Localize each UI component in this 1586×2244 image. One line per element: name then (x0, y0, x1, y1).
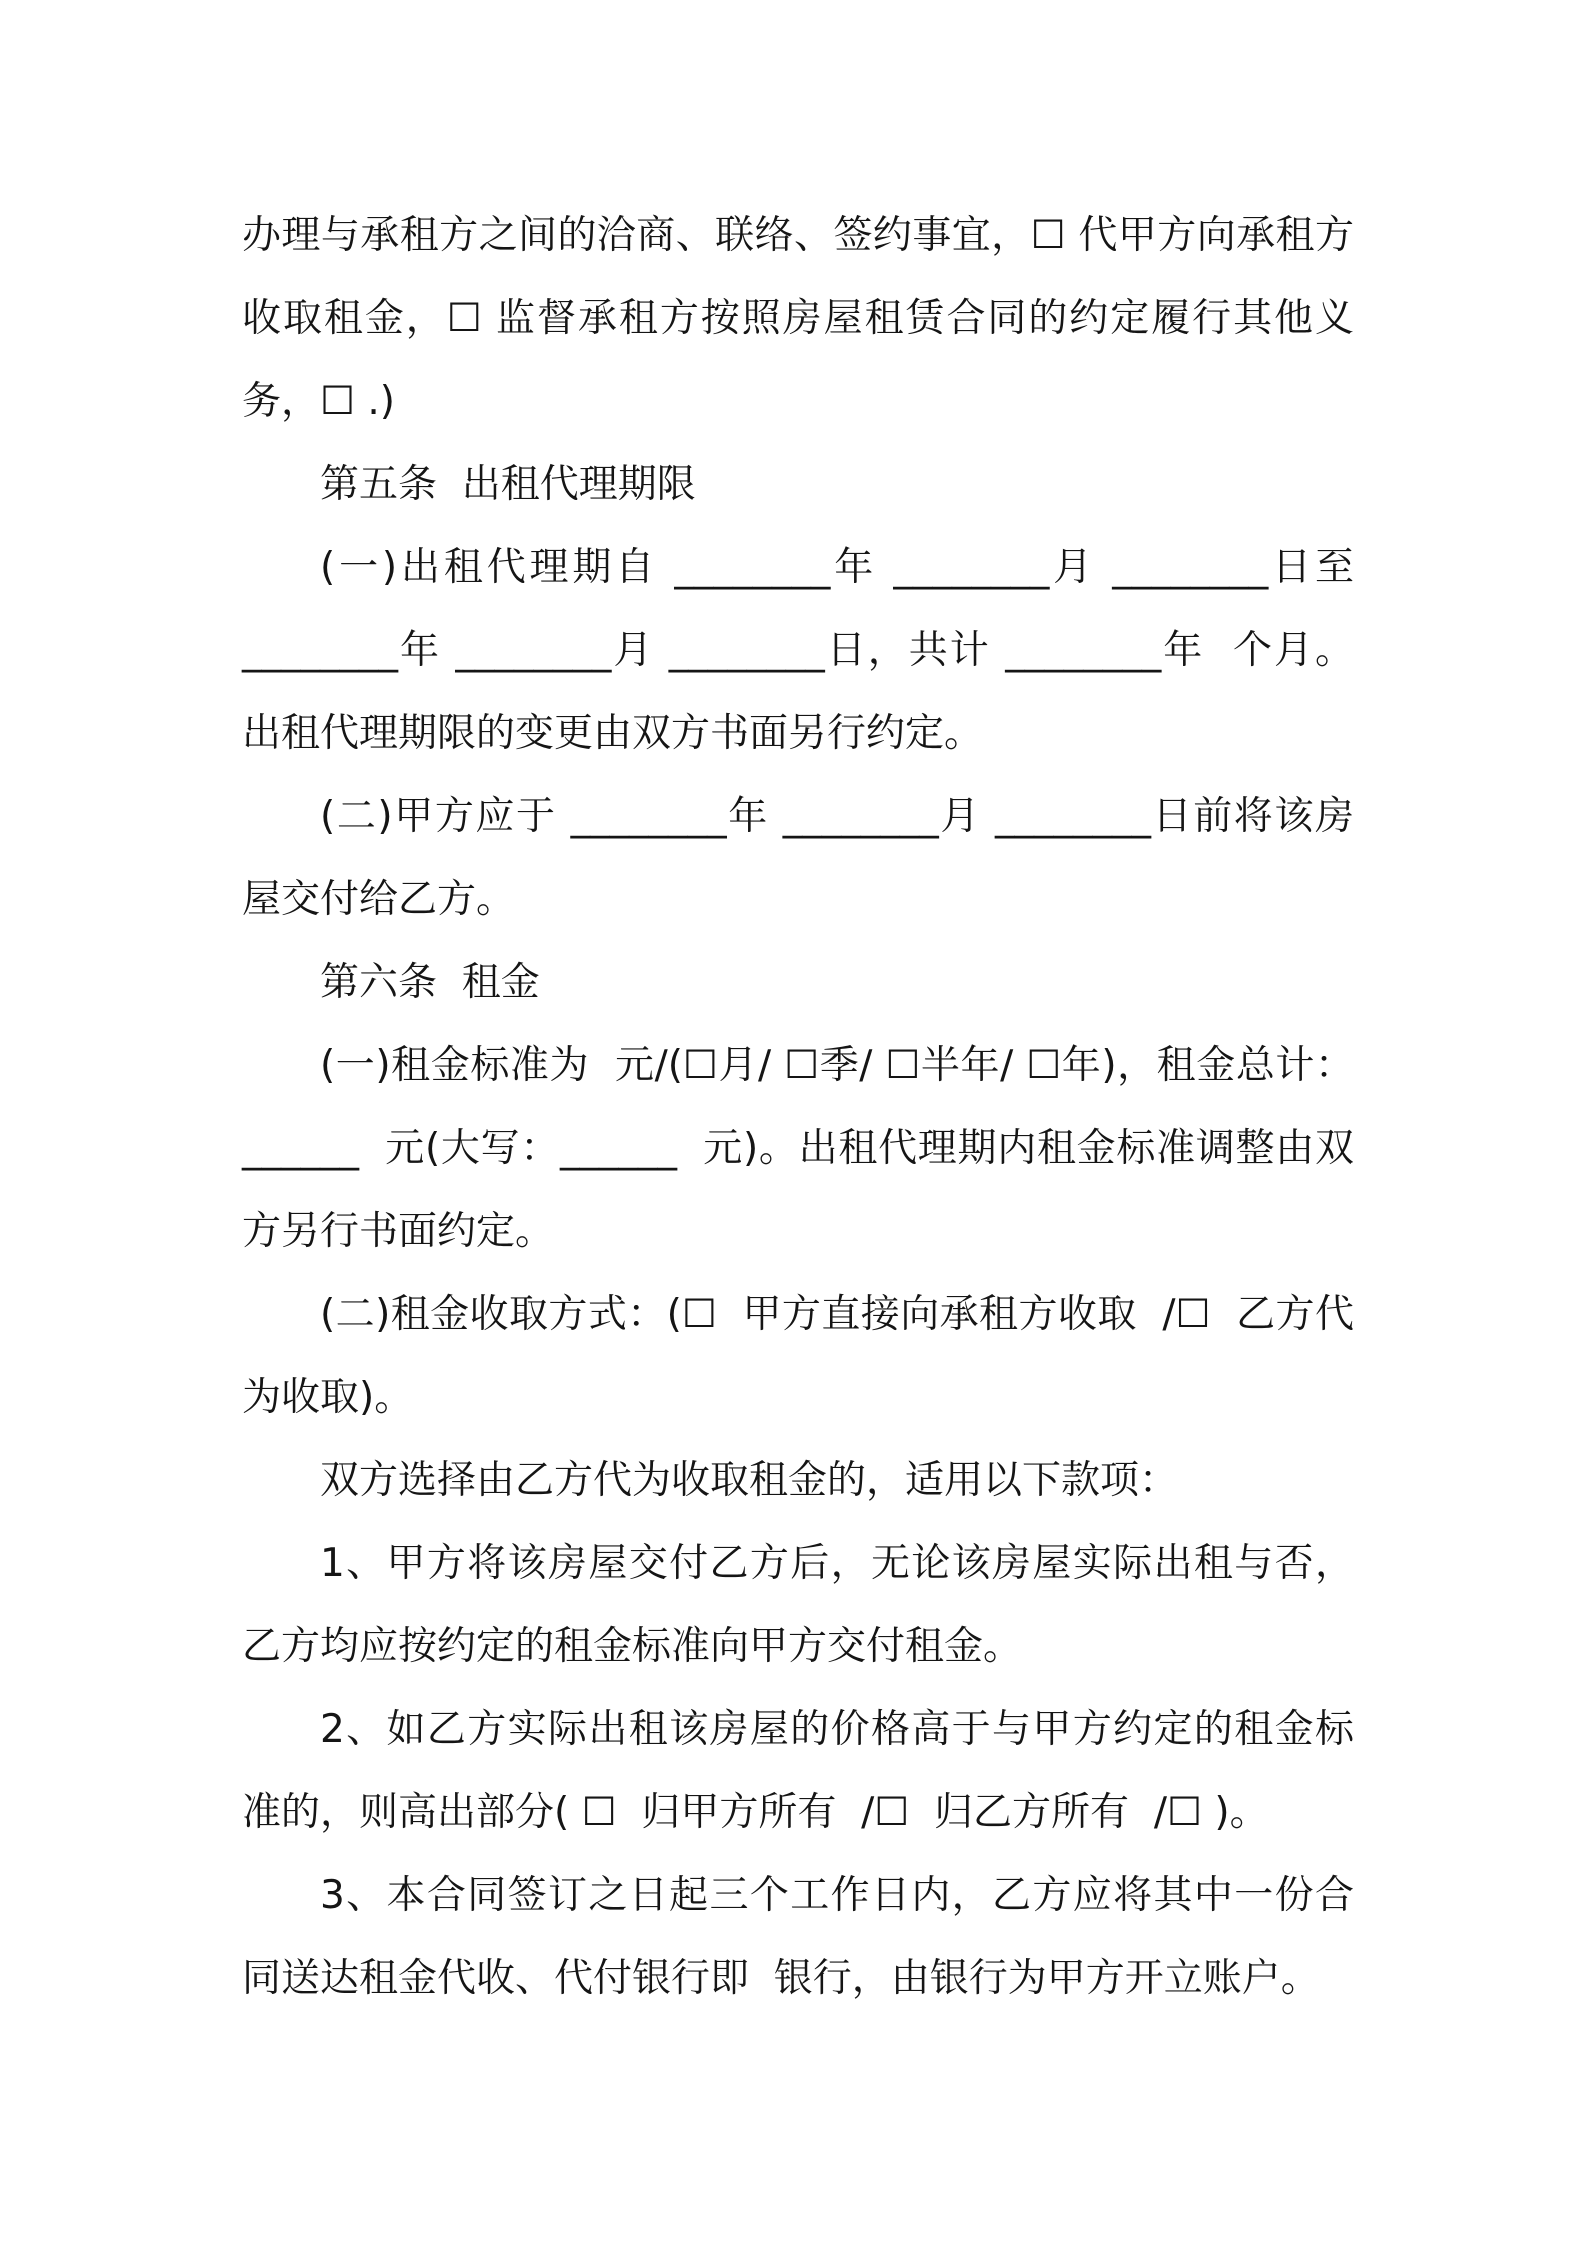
article-5-clause-2: (二)甲方应于 ________年 ________月 ________日前将该房屋交付给乙方。 (242, 794, 1354, 922)
article-6-term-1: 1、甲方将该房屋交付乙方后，无论该房屋实际出租与否，乙方均应按约定的租金标准向甲方交付租金。 (242, 1541, 1354, 1669)
article-6-heading: 第六条 租金 (320, 960, 540, 1005)
article-6-clause-2: (二)租金收取方式：(☐ 甲方直接向承租方收取 /☐ 乙方代为收取)。 (242, 1292, 1354, 1420)
article-6-term-3: 3、本合同签订之日起三个工作日内，乙方应将其中一份合同送达租金代收、代付银行即 银行，由银行为甲方开立账户。 (242, 1873, 1354, 2001)
paragraph-continued-obligations: 办理与承租方之间的洽商、联络、签约事宜，☐ 代甲方向承租方收取租金，☐ 监督承租方按照房屋租赁合同的约定履行其他义务，☐ .) (242, 213, 1354, 424)
article-6-term-2: 2、如乙方实际出租该房屋的价格高于与甲方约定的租金标准的，则高出部分( ☐ 归甲方所有 /☐ 归乙方所有 /☐ )。 (242, 1707, 1354, 1835)
document-body (242, 194, 1367, 2020)
article-6-clause-1: (一)租金标准为 元/(☐月/ ☐季/ ☐半年/ ☐年)，租金总计：______ 元(大写：______ 元)。出租代理期内租金标准调整由双方另行书面约定。 (242, 1043, 1354, 1254)
article-5-clause-1: (一)出租代理期自 ________年 ________月 ________日至 ________年 ________月 ________日，共计 ________年 个月。出租代理期限的变更由双方书面另行约定。 (242, 545, 1367, 756)
article-6-applicable-terms: 双方选择由乙方代为收取租金的，适用以下款项： (320, 1458, 1179, 1503)
article-5-heading: 第五条 出租代理期限 (320, 462, 696, 507)
